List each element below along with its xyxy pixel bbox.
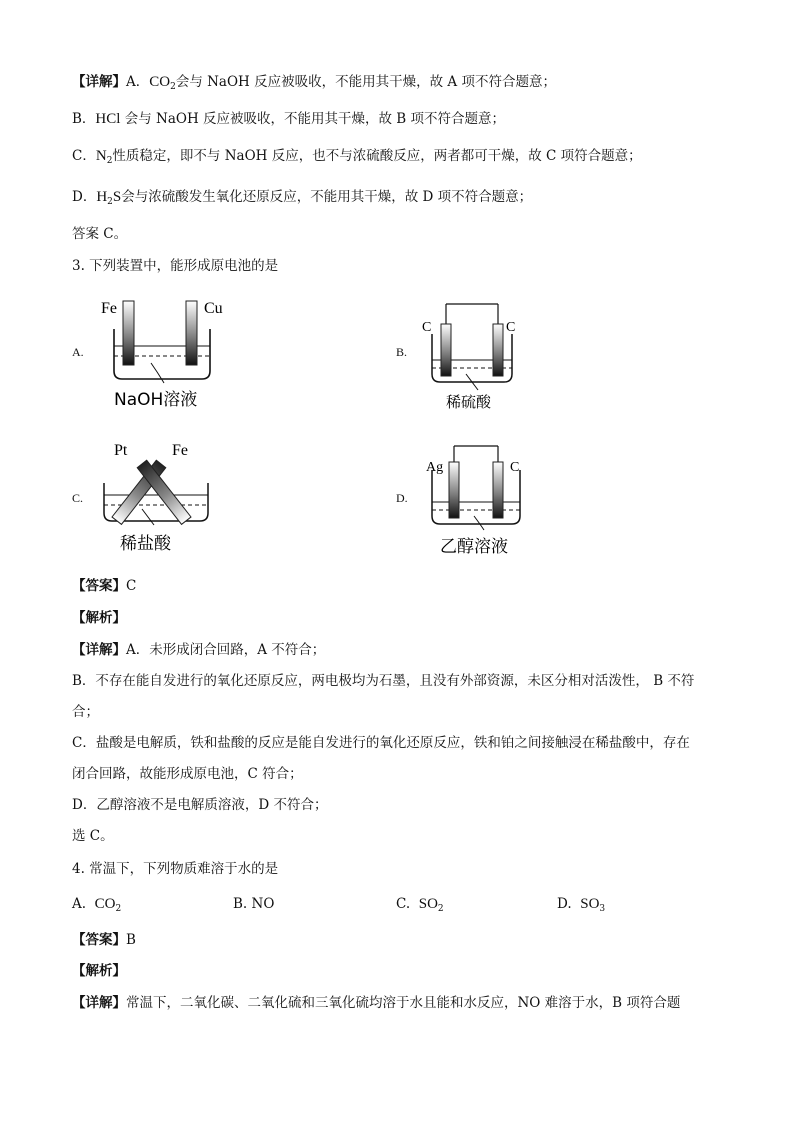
chem-formula: CO xyxy=(94,896,116,912)
detail-text: 会与 NaOH 反应被吸收，不能用其干燥，故 B 项不符合题意； xyxy=(124,111,506,127)
detail-tag: 【详解】 xyxy=(72,74,126,90)
q3-diagram-d xyxy=(418,440,548,560)
q3-diagram-c xyxy=(96,435,226,560)
q2-detail-b xyxy=(72,110,505,128)
q3-detail-c1: C．盐酸是电解质，铁和盐酸的反应是能自发进行的氧化还原反应，铁和铂之间接触浸在稀盐酸中，存在 xyxy=(72,735,690,751)
solution-label: 稀盐酸 xyxy=(120,534,171,554)
option-prefix: C． xyxy=(72,148,96,164)
chem-formula: SO xyxy=(418,896,438,912)
chem-formula: CO xyxy=(149,74,171,90)
q4-question: 4. 常温下，下列物质难溶于水的是 xyxy=(72,861,279,877)
chem-formula: HCl xyxy=(95,111,121,127)
chem-subscript: 2 xyxy=(437,904,444,914)
q3-analysis-tag: 【解析】 xyxy=(72,610,126,626)
electrode-right xyxy=(493,324,503,376)
q4-option-d xyxy=(557,895,605,918)
q3-detail-a xyxy=(72,641,325,659)
q3-option-a-label: A. xyxy=(72,345,84,359)
electrode-left-label: Fe xyxy=(101,300,117,317)
chem-subscript: 2 xyxy=(115,904,122,914)
electrode-right-label: C xyxy=(506,320,516,335)
q3-option-b-label: B. xyxy=(396,345,408,359)
beaker xyxy=(432,470,520,524)
q3-option-d-label: D. xyxy=(396,491,408,505)
electrode-left-label: Pt xyxy=(114,442,128,459)
electrode-left-label: Ag xyxy=(426,460,444,475)
detail-tag: 【详解】 xyxy=(72,642,126,658)
chem-formula: H xyxy=(96,189,108,205)
electrode-left xyxy=(449,462,459,518)
solution-label: 稀硫酸 xyxy=(446,393,492,411)
chem-subscript: 3 xyxy=(599,904,606,914)
q3-answer-line xyxy=(72,577,136,595)
q3-detail-d: D．乙醇溶液不是电解质溶液，D 不符合； xyxy=(72,797,328,813)
q4-analysis-tag: 【解析】 xyxy=(72,963,126,979)
option-label: D. xyxy=(557,896,572,912)
option-prefix: B． xyxy=(72,111,96,127)
pointer-line xyxy=(474,516,484,530)
q3-detail-c2: 闭合回路，故能形成原电池，C 符合； xyxy=(72,766,303,782)
answer-tag: 【答案】 xyxy=(72,578,126,594)
electrode-right-label: Fe xyxy=(172,442,188,459)
q2-detail-c xyxy=(72,147,642,170)
detail-tag: 【详解】 xyxy=(72,995,126,1011)
answer-value: C xyxy=(126,578,137,594)
q2-answer: 答案 C。 xyxy=(72,226,128,242)
electrode-left xyxy=(441,324,451,376)
chem-formula: N xyxy=(95,148,107,164)
q3-option-c-label: C. xyxy=(72,491,84,505)
q3-diagram-b xyxy=(418,298,528,413)
detail-text: 性质稳定，即不与 NaOH 反应，也不与浓硫酸反应，两者都可干燥，故 C 项符合题意； xyxy=(112,148,642,164)
q3-detail-b1: B．不存在能自发进行的氧化还原反应，两电极均为石墨，且没有外部资源，未区分相对活泼性， B 不符 xyxy=(72,673,695,689)
electrode-right-label: Cu xyxy=(204,300,223,317)
chem-subscript: 2 xyxy=(170,82,176,92)
option-label: A. xyxy=(72,896,87,912)
q2-detail-d xyxy=(72,188,532,211)
chem-formula: S xyxy=(112,189,122,205)
q2-detail-a xyxy=(72,73,556,96)
option-prefix: D． xyxy=(72,189,97,205)
q3-diagram-a xyxy=(96,293,246,413)
detail-text: 会与 NaOH 反应被吸收，不能用其干燥，故 A 项不符合题意； xyxy=(175,74,556,90)
detail-text: 常温下，二氧化碳、二氧化硫和三氧化硫均溶于水且能和水反应，NO 难溶于水，B 项符合题 xyxy=(126,995,681,1011)
chem-formula: SO xyxy=(580,896,600,912)
q3-detail-b2: 合； xyxy=(72,704,99,720)
q4-option-a xyxy=(72,895,121,918)
solution-label: NaOH溶液 xyxy=(114,390,198,410)
option-prefix: A． xyxy=(126,74,150,90)
option-label: B. xyxy=(233,896,248,912)
answer-tag: 【答案】 xyxy=(72,932,126,948)
electrode-right-label: C xyxy=(510,460,520,475)
chem-subscript: 2 xyxy=(107,197,113,207)
q4-option-c xyxy=(396,895,444,918)
chem-formula: NO xyxy=(251,896,275,912)
q3-question: 3. 下列装置中，能形成原电池的是 xyxy=(72,258,279,274)
q3-conclusion: 选 C。 xyxy=(72,828,114,844)
electrode-left xyxy=(123,301,134,365)
electrode-left-label: C xyxy=(422,320,432,335)
solution-label: 乙醇溶液 xyxy=(440,537,508,557)
pointer-line xyxy=(151,363,164,383)
option-label: C. xyxy=(396,896,411,912)
electrode-right xyxy=(493,462,503,518)
answer-value: B xyxy=(126,932,136,948)
chem-subscript: 2 xyxy=(106,156,113,166)
q4-answer-line xyxy=(72,931,136,949)
detail-text: A．未形成闭合回路，A 不符合； xyxy=(126,642,326,658)
q4-option-b xyxy=(233,895,274,913)
pointer-line xyxy=(142,509,154,525)
q4-detail xyxy=(72,994,680,1012)
detail-text: 会与浓硫酸发生氧化还原反应，不能用其干燥，故 D 项不符合题意； xyxy=(121,189,533,205)
electrode-right xyxy=(186,301,197,365)
